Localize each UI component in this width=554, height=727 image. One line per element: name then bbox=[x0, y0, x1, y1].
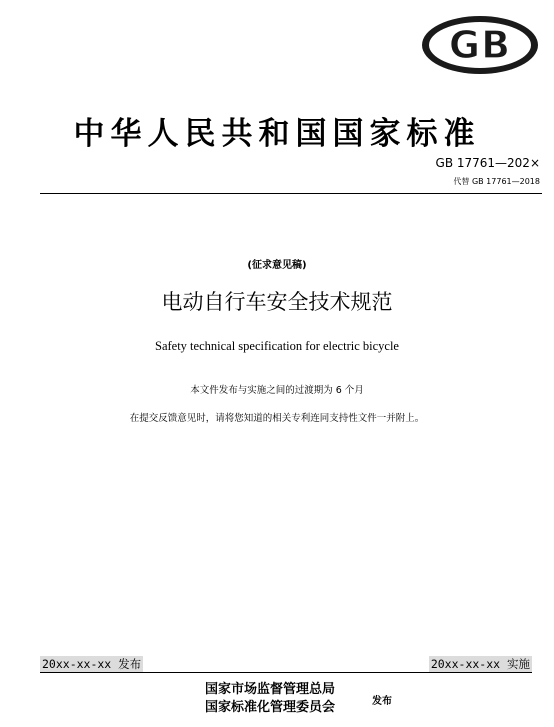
logo-text: GB bbox=[448, 23, 512, 67]
footer-divider bbox=[40, 672, 532, 673]
publish-label: 发布 bbox=[372, 696, 392, 707]
document-title-cn: 电动自行车安全技术规范 bbox=[161, 290, 393, 314]
document-title-en: Safety technical specification for electric bicycle bbox=[155, 339, 399, 353]
header-divider bbox=[40, 193, 542, 194]
issuer-name: 国家标准化管理委员会 bbox=[205, 700, 336, 715]
implement-date: 20xx-xx-xx 实施 bbox=[430, 657, 530, 671]
transition-note: 本文件发布与实施之间的过渡期为 6 个月 bbox=[190, 385, 364, 396]
patent-note: 在提交反馈意见时，请将您知道的相关专利连同支持性文件一并附上。 bbox=[129, 413, 425, 424]
issuer-block bbox=[205, 681, 335, 717]
issuer-name: 国家市场监督管理总局 bbox=[205, 682, 336, 697]
draft-label: (征求意见稿) bbox=[247, 260, 307, 271]
replaces-standard: 代替 GB 17761—2018 bbox=[453, 177, 540, 186]
gb-logo-icon bbox=[420, 14, 540, 76]
standard-type-heading: 中华人民共和国国家标准 bbox=[73, 116, 481, 152]
publish-date: 20xx-xx-xx 发布 bbox=[42, 657, 142, 671]
standard-code: GB 17761—202× bbox=[435, 156, 540, 170]
